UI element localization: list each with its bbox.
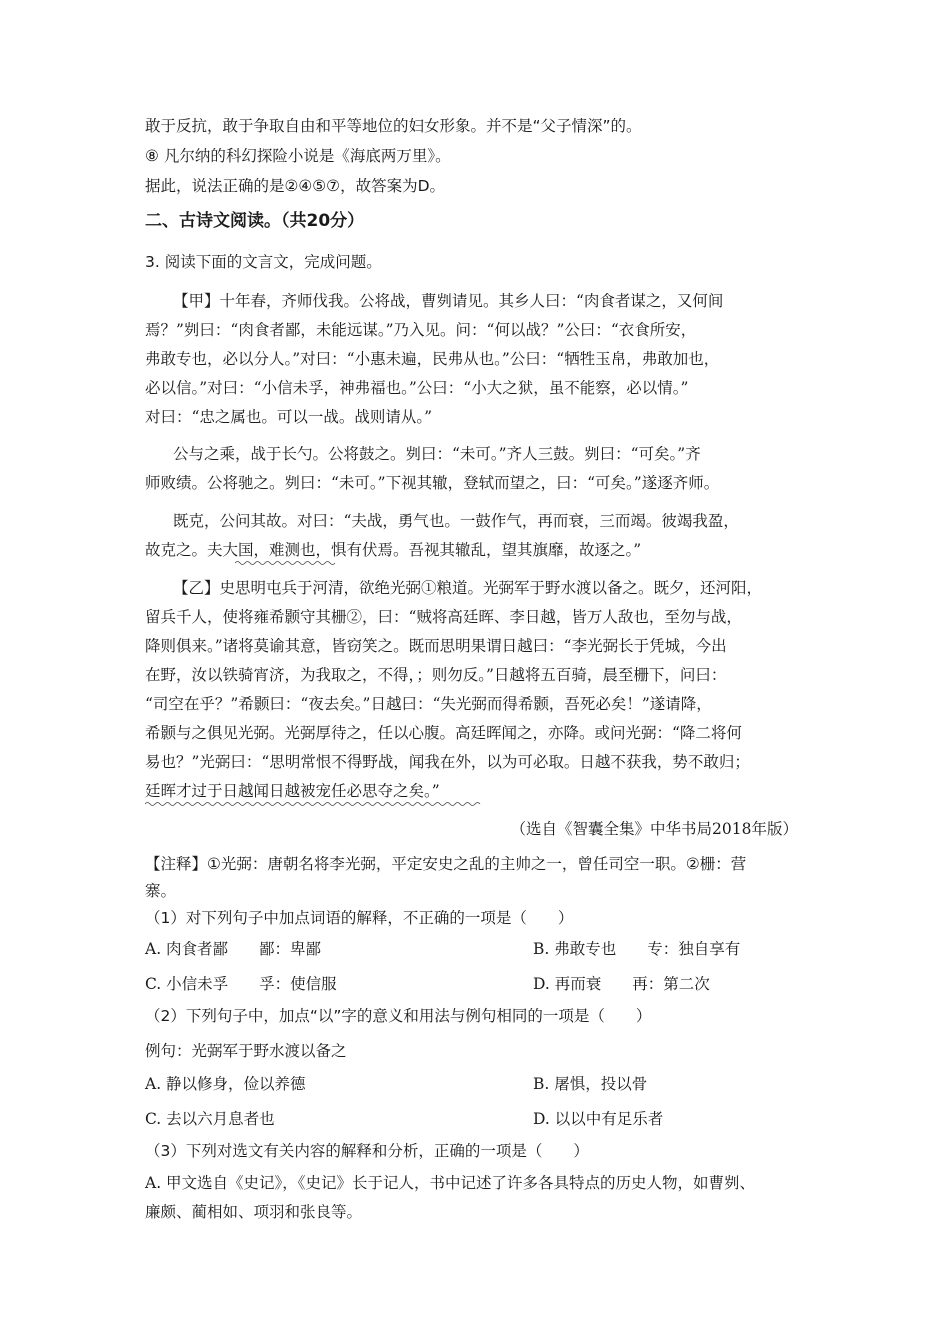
option-b: B. 屠惧，投以骨 xyxy=(533,1075,648,1093)
passage-line: 既克，公问其故。对曰：“夫战，勇气也。一鼓作气，再而衰，三而竭。彼竭我盈， xyxy=(173,512,739,530)
option-b: B. 弗敢专也 专：独自享有 xyxy=(533,940,741,958)
subquestion-stem: （1）对下列句子中加点词语的解释，不正确的一项是（ ） xyxy=(145,909,574,927)
question-prompt: 3. 阅读下面的文言文，完成问题。 xyxy=(145,253,382,271)
passage-line: 【乙】史思明屯兵于河清，欲绝光弼①粮道。光弼军于野水渡以备之。既夕，还河阳， xyxy=(173,579,763,597)
notes-line: 【注释】①光弼：唐朝名将李光弼，平定安史之乱的主帅之一，曾任司空一职。②栅：营 xyxy=(145,855,747,873)
option-c: C. 小信未孚 孚：使信服 xyxy=(145,975,337,993)
passage-line: 故克之。夫大国，难测也，惧有伏焉。吾视其辙乱，望其旗靡，故逐之。” xyxy=(145,541,642,559)
wavy-underline xyxy=(235,560,337,566)
notes-line: 寨。 xyxy=(145,882,177,900)
passage-line: “司空在乎？”希颢曰：“夜去矣。”日越曰：“失光弼而得希颢，吾死必矣！”遂请降， xyxy=(145,695,712,713)
option-a: A. 肉食者鄙 鄙：卑鄙 xyxy=(145,940,322,958)
passage-line: 焉？”刿曰：“肉食者鄙，未能远谋。”乃入见。问：“何以战？”公曰：“衣食所安， xyxy=(145,321,697,339)
option-d: D. 以以中有足乐者 xyxy=(533,1110,664,1128)
section-heading: 二、古诗文阅读。（共20分） xyxy=(145,211,365,231)
subquestion-stem: （3）下列对选文有关内容的解释和分析，正确的一项是（ ） xyxy=(145,1142,589,1160)
passage-line: 降则俱来。”诸将莫谕其意，皆窃笑之。既而思明果谓日越曰：“李光弼长于凭城，今出 xyxy=(145,637,727,655)
example-sentence: 例句：光弼军于野水渡以备之 xyxy=(145,1042,347,1060)
option-a: A. 甲文选自《史记》，《史记》长于记人，书中记述了许多各具特点的历史人物，如曹刿、 xyxy=(145,1174,756,1192)
option-a: A. 静以修身，俭以养德 xyxy=(145,1075,306,1093)
passage-line: 希颢与之俱见光弼。光弼厚待之，任以心腹。高廷晖闻之，亦降。或问光弼：“降二将何 xyxy=(145,724,742,742)
passage-line: 留兵千人，使将雍希颢守其栅②，曰：“贼将高廷晖、李日越，皆万人敌也，至勿与战， xyxy=(145,608,742,626)
passage-line: 必以信。”对曰：“小信未孚，神弗福也。”公曰：“小大之狱，虽不能察，必以情。” xyxy=(145,379,689,397)
wavy-underline xyxy=(145,801,481,807)
passage-line: 【甲】十年春，齐师伐我。公将战，曹刿请见。其乡人曰：“肉食者谋之，又何间 xyxy=(173,292,724,310)
option-c: C. 去以六月息者也 xyxy=(145,1110,275,1128)
subquestion-stem: （2）下列句子中，加点“以”字的意义和用法与例句相同的一项是（ ） xyxy=(145,1007,652,1025)
source-citation: （选自《智囊全集》中华书局2018年版） xyxy=(510,820,798,838)
passage-line: 弗敢专也，必以分人。”对曰：“小惠未遍，民弗从也。”公曰：“牺牲玉帛，弗敢加也， xyxy=(145,350,720,368)
passage-line: 易也？”光弼曰：“思明常恨不得野战，闻我在外，以为可必取。日越不获我，势不敢归； xyxy=(145,753,750,771)
passage-line: 在野，汝以铁骑宵济，为我取之，不得，；则勿反。”日越将五百骑，晨至栅下，问曰： xyxy=(145,666,727,684)
passage-line: 师败绩。公将驰之。刿曰：“未可。”下视其辙，登轼而望之，曰：“可矣。”遂逐齐师。 xyxy=(145,474,720,492)
answer-text-line: 敢于反抗，敢于争取自由和平等地位的妇女形象。并不是“父子情深”的。 xyxy=(145,117,642,135)
passage-line: 公与之乘，战于长勺。公将鼓之。刿曰：“未可。”齐人三鼓。刿曰：“可矣。”齐 xyxy=(173,445,701,463)
option-d: D. 再而衰 再：第二次 xyxy=(533,975,710,993)
option-a-continued: 廉颇、蔺相如、项羽和张良等。 xyxy=(145,1203,363,1221)
passage-line: 廷晖才过于日越闻日越被宠任必思夺之矣。” xyxy=(145,782,440,800)
answer-text-line: ⑧ 凡尔纳的科幻探险小说是《海底两万里》。 xyxy=(145,147,451,165)
answer-text-line: 据此，说法正确的是②④⑤⑦，故答案为D。 xyxy=(145,177,446,195)
passage-line: 对曰：“忠之属也。可以一战。战则请从。” xyxy=(145,408,433,426)
